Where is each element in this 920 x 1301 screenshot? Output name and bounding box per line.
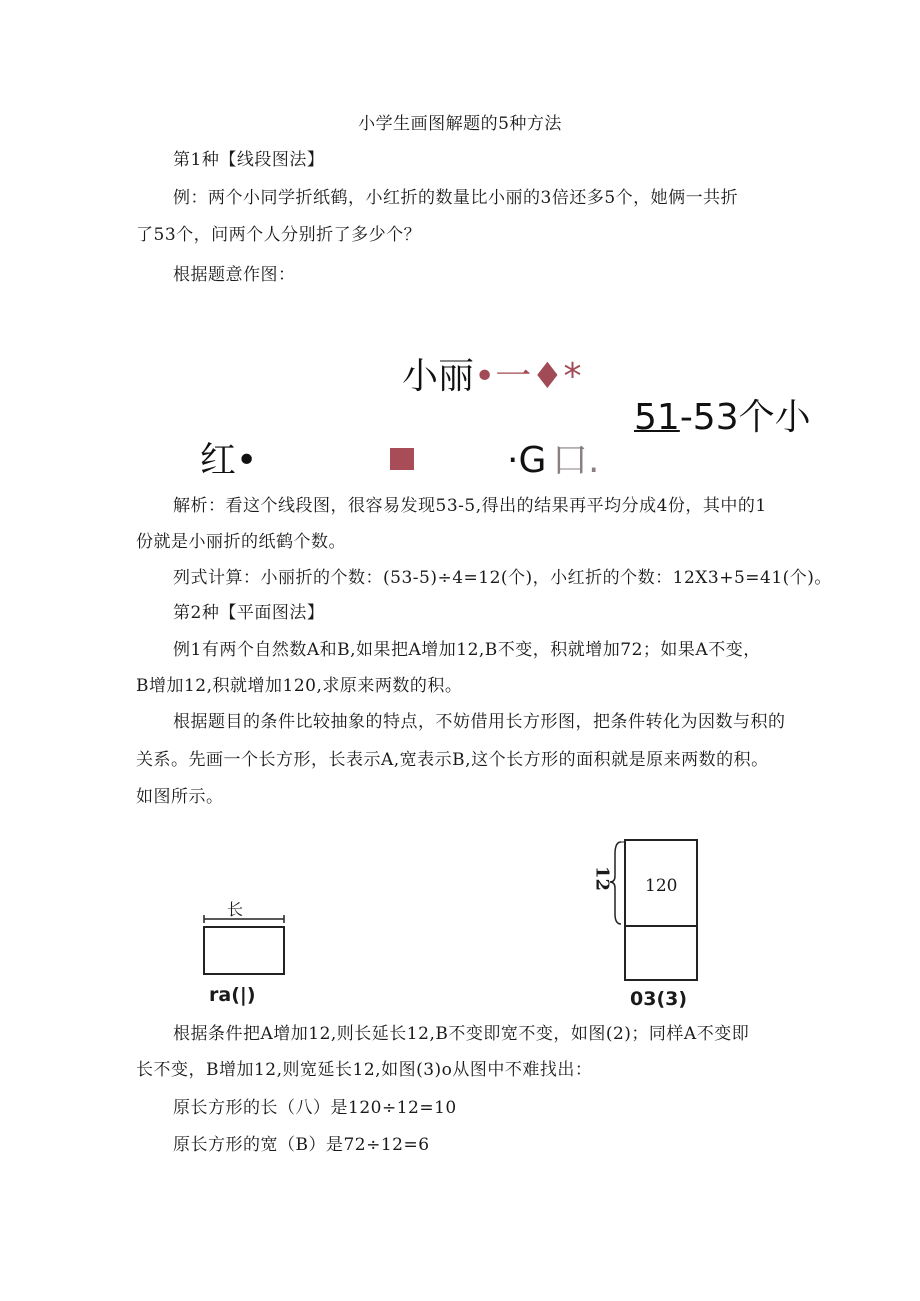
figure-3: [593, 834, 705, 984]
method2-example-line1: 例1有两个自然数A和B,如果把A增加12,B不变，积就增加72；如果A不变，: [173, 640, 761, 660]
total-label: [634, 397, 811, 439]
figure-1-side-label: 长: [224, 902, 246, 918]
result-width: 原长方形的宽（B）是72÷12=6: [173, 1135, 430, 1155]
hong-label: 红•: [200, 440, 258, 481]
figure-3-graphic: [593, 834, 705, 984]
figure-3-side-label: 12: [591, 865, 613, 892]
total-rest: -53个小: [679, 397, 811, 438]
method2-para-line1: 根据题目的条件比较抽象的特点，不妨借用长方形图，把条件转化为因数与积的: [173, 712, 786, 732]
method2-example-line2: B增加12,积就增加120,求原来两数的积。: [136, 676, 463, 696]
method2-heading: 第2种【平面图法】: [173, 603, 325, 623]
after-line2: 长不变，B增加12,则宽延长12,如图(3)o从图中不难找出：: [136, 1060, 593, 1080]
xiaoli-segment: [402, 356, 582, 398]
method2-para-line3: 如图所示。: [136, 787, 224, 807]
xiaoli-label: 小丽: [402, 356, 475, 397]
figure-3-area-label: 120: [645, 876, 678, 896]
method1-draw-intro: 根据题意作图：: [173, 265, 296, 285]
figure-1-caption: ra(|): [209, 984, 256, 1006]
analysis-line1: 解析：看这个线段图，很容易发现53-5,得出的结果再平均分成4份，其中的1: [173, 496, 767, 516]
figure-3-caption: 03(3): [630, 988, 688, 1010]
analysis-line2: 份就是小丽折的纸鹤个数。: [136, 532, 346, 552]
method1-example-line2: 了53个，问两个人分别折了多少个？: [136, 225, 422, 245]
method1-example-line1: 例：两个小同学折纸鹤，小红折的数量比小丽的3倍还多5个，她俩一共折: [173, 188, 739, 208]
page-title: 小学生画图解题的5种方法: [358, 114, 562, 134]
method2-para-line2: 关系。先画一个长方形，长表示A,宽表示B,这个长方形的面积就是原来两数的积。: [136, 750, 769, 770]
calc-line: 列式计算：小丽折的个数：(53-5)÷4=12(个)，小红折的个数：12X3+5=41(个)。: [173, 568, 832, 588]
segment-square: [390, 448, 414, 470]
g-mark: ·G: [507, 440, 547, 481]
figure-1: [200, 902, 290, 980]
after-line1: 根据条件把A增加12,则长延长12,B不变即宽不变，如图(2)；同样A不变即: [173, 1024, 750, 1044]
total-number: 51: [634, 397, 680, 438]
result-length: 原长方形的长（八）是120÷12=10: [173, 1098, 457, 1118]
xiaoli-marks: •一♦*: [474, 356, 582, 397]
method1-heading: 第1种【线段图法】: [173, 150, 325, 170]
box-mark: 口.: [552, 440, 600, 481]
